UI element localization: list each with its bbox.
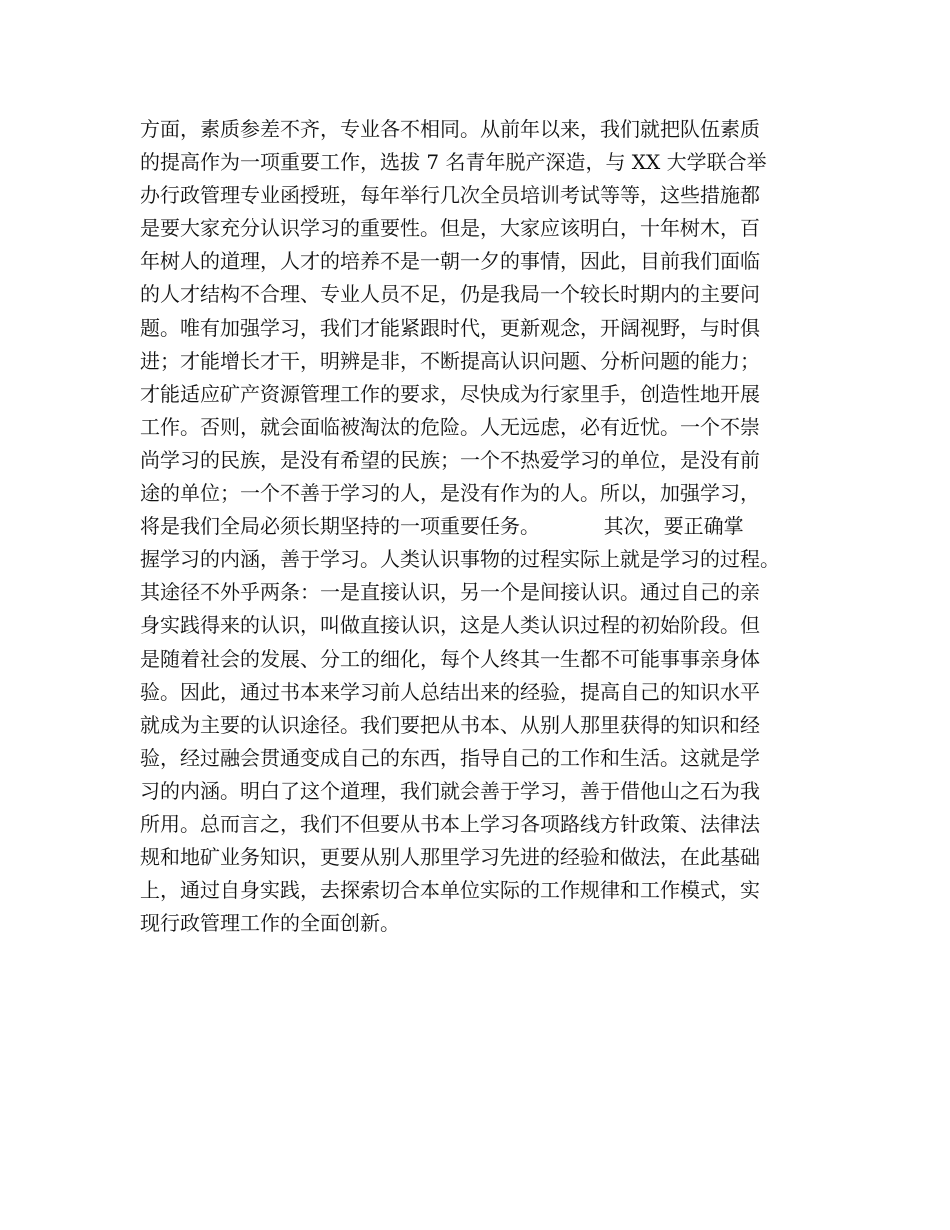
text-line: 是随着社会的发展、分工的细化，每个人终其一生都不可能事事亲身体 [140,646,760,671]
text-line: 其途径不外乎两条：一是直接认识，另一个是间接认识。通过自己的亲 [140,580,760,605]
text-line: 验，经过融会贯通变成自己的东西，指导自己的工作和生活。这就是学 [140,745,760,770]
text-line: 身实践得来的认识，叫做直接认识，这是人类认识过程的初始阶段。但 [140,613,760,638]
body-text [140,113,830,940]
text-line: 握学习的内涵，善于学习。人类认识事物的过程实际上就是学习的过程。 [140,547,780,572]
text-line: 是要大家充分认识学习的重要性。但是，大家应该明白，十年树木，百 [140,216,760,241]
text-line: 验。因此，通过书本来学习前人总结出来的经验，提高自己的知识水平 [140,679,760,704]
text-line: 途的单位；一个不善于学习的人，是没有作为的人。所以，加强学习， [140,481,760,506]
text-line: 年树人的道理，人才的培养不是一朝一夕的事情，因此，目前我们面临 [140,249,760,274]
text-line: 进；才能增长才干，明辨是非，不断提高认识问题、分析问题的能力； [140,348,760,373]
text-line: 的提高作为一项重要工作，选拔 7 名青年脱产深造，与 XX 大学联合举 [140,150,767,175]
text-line: 方面，素质参差不齐，专业各不相同。从前年以来，我们就把队伍素质 [140,117,760,141]
text-line: 题。唯有加强学习，我们才能紧跟时代，更新观念，开阔视野，与时俱 [140,315,760,340]
text-line: 规和地矿业务知识，更要从别人那里学习先进的经验和做法，在此基础 [140,845,760,870]
text-line: 才能适应矿产资源管理工作的要求，尽快成为行家里手，创造性地开展 [140,381,760,406]
text-line: 办行政管理专业函授班，每年举行几次全员培训考试等等，这些措施都 [140,183,760,208]
text-line: 所用。总而言之，我们不但要从书本上学习各项路线方针政策、法律法 [140,811,760,836]
text-line: 的人才结构不合理、专业人员不足，仍是我局一个较长时期内的主要问 [140,282,760,307]
text-line: 就成为主要的认识途径。我们要把从书本、从别人那里获得的知识和经 [140,712,760,737]
text-line: 工作。否则，就会面临被淘汰的危险。人无远虑，必有近忧。一个不崇 [140,414,760,439]
text-line: 习的内涵。明白了这个道理，我们就会善于学习，善于借他山之石为我 [140,778,760,803]
text-line: 将是我们全局必须长期坚持的一项重要任务。 其次，要正确掌 [140,514,744,539]
text-line: 尚学习的民族，是没有希望的民族；一个不热爱学习的单位，是没有前 [140,447,760,472]
text-line: 现行政管理工作的全面创新。 [140,911,400,936]
text-line: 上，通过自身实践，去探索切合本单位实际的工作规律和工作模式，实 [140,878,760,903]
